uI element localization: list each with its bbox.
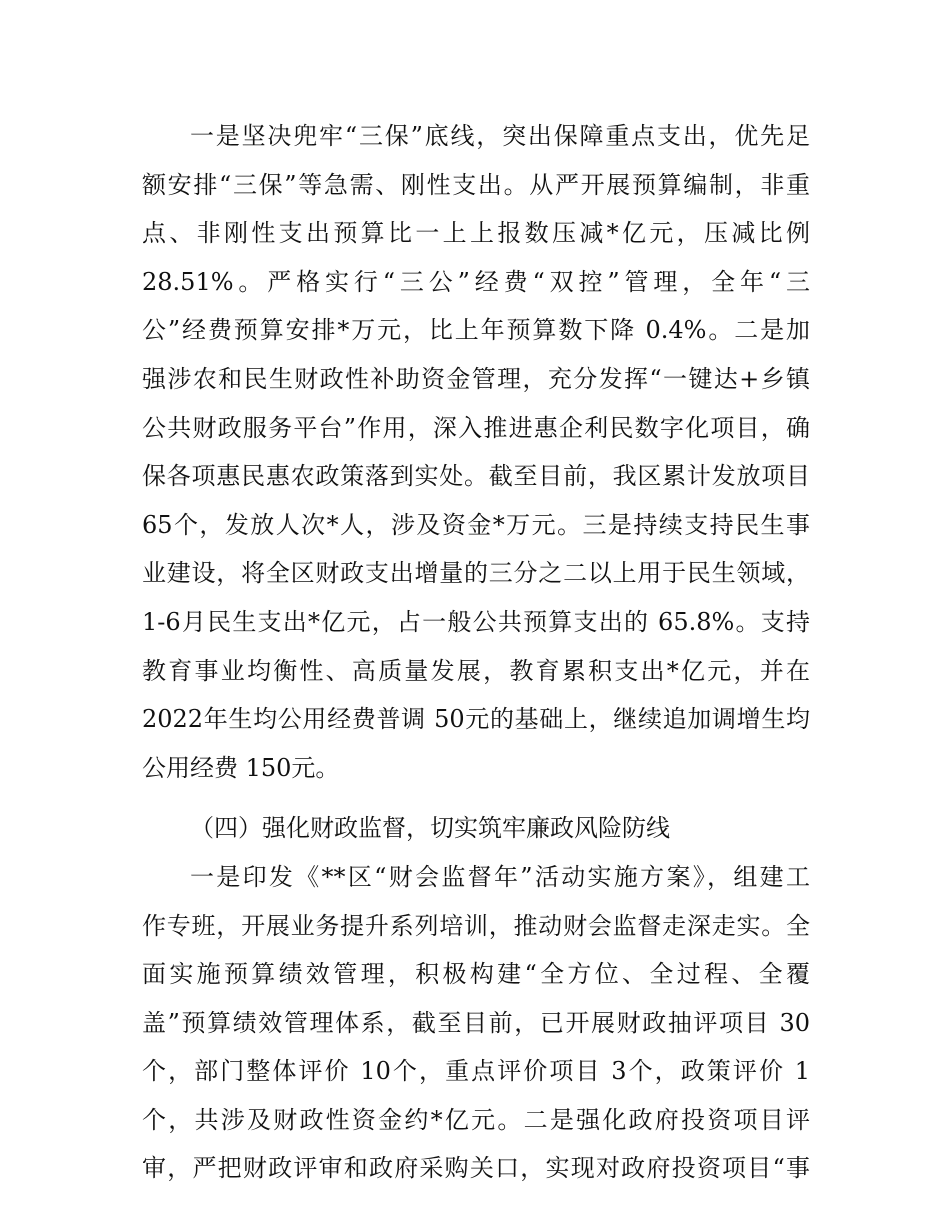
text-line: 公”经费预算安排*万元，比上年预算数下降 0.4%。二是加 [142,316,810,345]
text-line: 1-6月民生支出*亿元，占一般公共预算支出的 65.8%。支持 [142,607,810,636]
text-line: 保各项惠民惠农政策落到实处。截至目前，我区累计发放项目 [142,462,810,491]
document-page [142,112,810,1193]
text-line: 公用经费 150元。 [142,753,340,782]
section-heading: （四）强化财政监督，切实筑牢廉政风险防线 [190,814,670,843]
text-line: 点、非刚性支出预算比一上上报数压减*亿元，压减比例 [142,219,810,248]
spacer [142,792,810,804]
text-line: 额安排“三保”等急需、刚性支出。从严开展预算编制，非重 [142,170,810,199]
text-line: 一是印发《**区“财会监督年”活动实施方案》，组建工 [190,862,810,891]
text-line: 一是坚决兜牢“三保”底线，突出保障重点支出，优先足 [190,122,810,150]
text-line: 2022年生均公用经费普调 50元的基础上，继续追加调增生均 [142,705,810,734]
text-line: 公共财政服务平台”作用，深入推进惠企利民数字化项目，确 [142,413,810,442]
text-line: 28.51%。严格实行“三公”经费“双控”管理，全年“三 [142,267,810,296]
text-line: 业建设，将全区财政支出增量的三分之二以上用于民生领域， [142,559,810,588]
text-line: 作专班，开展业务提升系列培训，推动财会监督走深走实。全 [142,911,810,940]
text-line: 个，部门整体评价 10个，重点评价项目 3个，政策评价 1 [142,1057,810,1086]
paragraph-fiscal-supervision [142,853,810,1193]
text-line: 盖”预算绩效管理体系，截至目前，已开展财政抽评项目 30 [142,1008,810,1037]
text-line: 强涉农和民生财政性补助资金管理，充分发挥“一键达+乡镇 [142,364,810,393]
text-line: 个，共涉及财政性资金约*亿元。二是强化政府投资项目评 [142,1105,810,1134]
text-line: 面实施预算绩效管理，积极构建“全方位、全过程、全覆 [142,960,810,989]
text-line: 65个，发放人次*人，涉及资金*万元。三是持续支持民生事 [142,510,810,539]
text-line: 审，严把财政评审和政府采购关口，实现对政府投资项目“事 [142,1154,810,1183]
text-line: 教育事业均衡性、高质量发展，教育累积支出*亿元，并在 [142,656,810,685]
paragraph-three-guarantees [142,112,810,792]
